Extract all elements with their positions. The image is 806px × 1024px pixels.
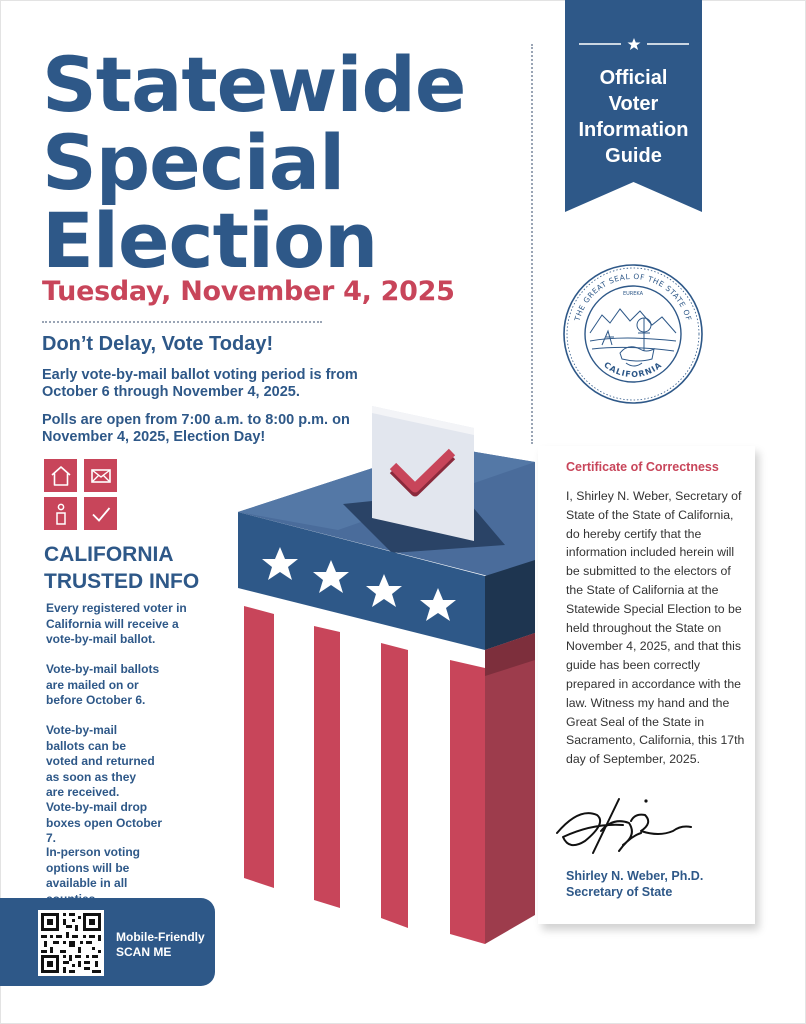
dotted-divider bbox=[42, 321, 322, 323]
fact-item: Vote-by-mail ballots are mailed on or before October 6. bbox=[46, 662, 160, 708]
fact-item: Vote-by-mail ballots can be voted and returned as soon as they are received. bbox=[46, 723, 155, 800]
home-icon bbox=[44, 459, 77, 492]
seal-ring-text: THE GREAT SEAL OF THE STATE OF bbox=[572, 271, 694, 323]
ribbon-line: Voter bbox=[608, 93, 659, 115]
checkmark-icon bbox=[84, 497, 117, 530]
great-seal bbox=[562, 263, 704, 410]
intro-headline: Don’t Delay, Vote Today! bbox=[42, 333, 274, 355]
person-icon bbox=[44, 497, 77, 530]
qr-code[interactable] bbox=[38, 910, 104, 976]
fact-item: Vote-by-mail drop boxes open October 7. bbox=[46, 800, 163, 846]
certificate-body: I, Shirley N. Weber, Secretary of State of the State of California, do hereby certify that the information included herein will be submitted to the electors of the State of California at the Statewide Special Election to be held throughout the State on November 4, 2025, and that this guide has been correctly prepared in accordance with the law. Witness my hand and the Great Seal of the State in Sacramento, California, this 17th day of September, 2025. bbox=[566, 489, 745, 767]
fact-item: Every registered voter in California will receive a vote-by-mail ballot. bbox=[46, 601, 187, 647]
mail-icon bbox=[84, 459, 117, 492]
ribbon-text bbox=[565, 65, 702, 169]
signature bbox=[549, 793, 709, 868]
signer-title: Secretary of State bbox=[566, 885, 673, 899]
certificate-title: Certificate of Correctness bbox=[566, 460, 719, 474]
title-line-2: Special bbox=[42, 118, 345, 207]
dotted-vertical-divider bbox=[531, 44, 533, 444]
qr-caption-line-2: SCAN ME bbox=[116, 945, 172, 959]
signer-name: Shirley N. Weber, Ph.D. bbox=[566, 869, 704, 883]
title-line-3: Election bbox=[42, 196, 378, 285]
qr-caption bbox=[116, 930, 205, 960]
seal-motto: EUREKA bbox=[622, 291, 644, 297]
ribbon-line: Official bbox=[599, 67, 668, 89]
election-date: Tuesday, November 4, 2025 bbox=[42, 276, 455, 307]
trusted-info-heading bbox=[44, 541, 199, 595]
title-line-1: Statewide bbox=[42, 40, 466, 129]
seal-bottom-text: CALIFORNIA bbox=[602, 360, 664, 380]
signer-block bbox=[566, 868, 703, 900]
ribbon-line: Guide bbox=[605, 145, 662, 167]
early-voting-paragraph: Early vote-by-mail ballot voting period is from October 6 through November 4, 2025. bbox=[42, 367, 358, 400]
trusted-info-line-1: CALIFORNIA bbox=[44, 543, 174, 566]
polls-paragraph: Polls are open from 7:00 a.m. to 8:00 p.m. on November 4, 2025, Election Day! bbox=[42, 412, 350, 445]
fact-item: In-person voting options will be available in all bbox=[46, 845, 140, 891]
qr-caption-line-1: Mobile-Friendly bbox=[116, 930, 205, 944]
ballot-box-illustration bbox=[230, 398, 540, 963]
trusted-info-line-2: TRUSTED INFO bbox=[44, 570, 200, 593]
ribbon-line: Information bbox=[578, 119, 689, 141]
